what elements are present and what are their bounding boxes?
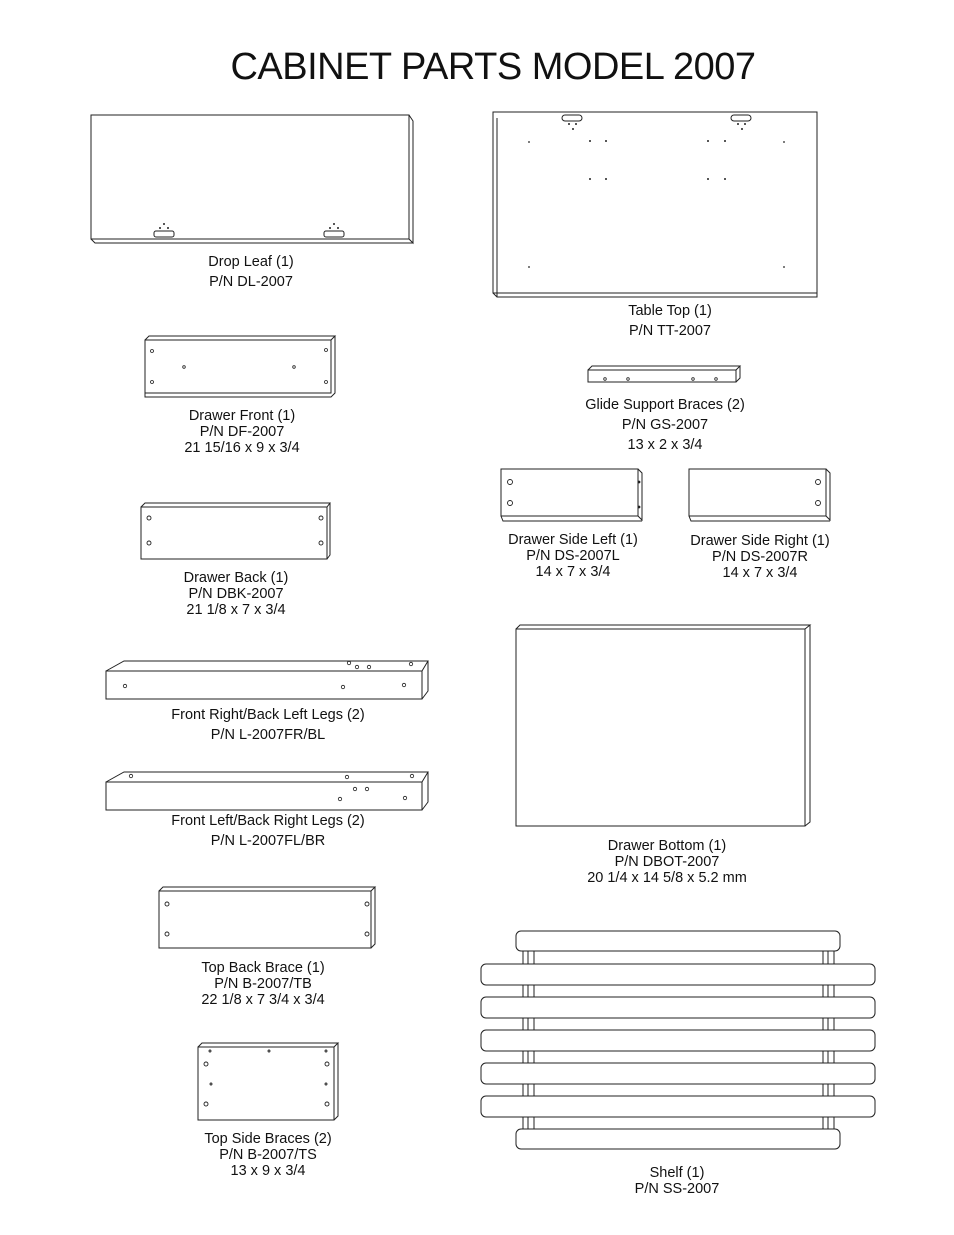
part-number: P/N L-2007FL/BR <box>210 833 326 849</box>
part-number: P/N DBOT-2007 <box>614 854 720 870</box>
drop-leaf-drawing <box>91 115 413 243</box>
drawer-side-right-drawing <box>689 469 830 521</box>
front-left-back-right-legs-drawing <box>106 772 428 810</box>
front-right-back-left-legs-drawing <box>106 661 428 699</box>
part-name: Drawer Back (1) <box>183 570 289 586</box>
part-number: P/N B-2007/TB <box>214 976 312 992</box>
page-title: CABINET PARTS MODEL 2007 <box>230 46 756 88</box>
top-side-braces-drawing <box>198 1043 338 1120</box>
shelf-caption <box>577 1165 777 1197</box>
drawer-side-left-caption <box>478 532 668 580</box>
part-dimensions: 22 1/8 x 7 3/4 x 3/4 <box>201 992 325 1008</box>
top-back-brace-drawing <box>159 887 375 948</box>
drawer-front-drawing <box>145 336 335 397</box>
drawer-side-left-drawing <box>501 469 642 521</box>
part-name: Front Left/Back Right Legs (2) <box>171 813 365 829</box>
part-name: Drawer Front (1) <box>188 408 296 424</box>
part-dimensions: 14 x 7 x 3/4 <box>535 564 611 580</box>
top-back-brace-caption <box>153 960 373 1008</box>
part-dimensions: 13 x 9 x 3/4 <box>230 1163 306 1179</box>
part-dimensions: 21 15/16 x 9 x 3/4 <box>184 440 300 456</box>
part-number: P/N DS-2007R <box>712 549 808 565</box>
part-name: Drawer Bottom (1) <box>607 838 727 854</box>
part-number: P/N DF-2007 <box>199 424 285 440</box>
drop-leaf-caption <box>151 254 351 290</box>
shelf-drawing <box>481 931 875 1149</box>
glide-support-braces-caption <box>545 397 785 453</box>
drawer-front-caption <box>142 408 342 456</box>
part-number: P/N B-2007/TS <box>219 1147 317 1163</box>
part-dimensions: 14 x 7 x 3/4 <box>722 565 798 581</box>
part-number: P/N DBK-2007 <box>188 586 284 602</box>
part-name: Drawer Side Right (1) <box>690 533 830 549</box>
part-dimensions: 20 1/4 x 14 5/8 x 5.2 mm <box>587 870 747 886</box>
part-number: P/N SS-2007 <box>634 1181 720 1197</box>
part-dimensions: 13 x 2 x 3/4 <box>627 437 703 453</box>
part-name: Front Right/Back Left Legs (2) <box>171 707 365 723</box>
part-name: Glide Support Braces (2) <box>585 397 745 413</box>
glide-support-braces-drawing <box>588 366 740 382</box>
part-number: P/N GS-2007 <box>621 417 709 433</box>
table-top-drawing <box>493 112 817 297</box>
drawer-back-caption <box>136 570 336 618</box>
drawer-back-drawing <box>141 503 330 559</box>
front-right-back-left-legs-caption <box>133 707 403 743</box>
part-name: Drawer Side Left (1) <box>508 532 638 548</box>
part-dimensions: 21 1/8 x 7 x 3/4 <box>186 602 286 618</box>
top-side-braces-caption <box>168 1131 368 1179</box>
part-name: Top Side Braces (2) <box>204 1131 332 1147</box>
part-name: Top Back Brace (1) <box>201 960 325 976</box>
drawer-side-right-caption <box>665 533 855 581</box>
part-name: Drop Leaf (1) <box>208 254 294 270</box>
part-number: P/N DL-2007 <box>209 274 293 290</box>
drawer-bottom-caption <box>547 838 787 886</box>
part-number: P/N TT-2007 <box>629 323 711 339</box>
part-number: P/N L-2007FR/BL <box>210 727 326 743</box>
part-name: Table Top (1) <box>628 303 712 319</box>
front-left-back-right-legs-caption <box>133 813 403 849</box>
drawer-bottom-drawing <box>516 625 810 826</box>
part-name: Shelf (1) <box>649 1165 705 1181</box>
table-top-caption <box>570 303 770 339</box>
part-number: P/N DS-2007L <box>526 548 620 564</box>
